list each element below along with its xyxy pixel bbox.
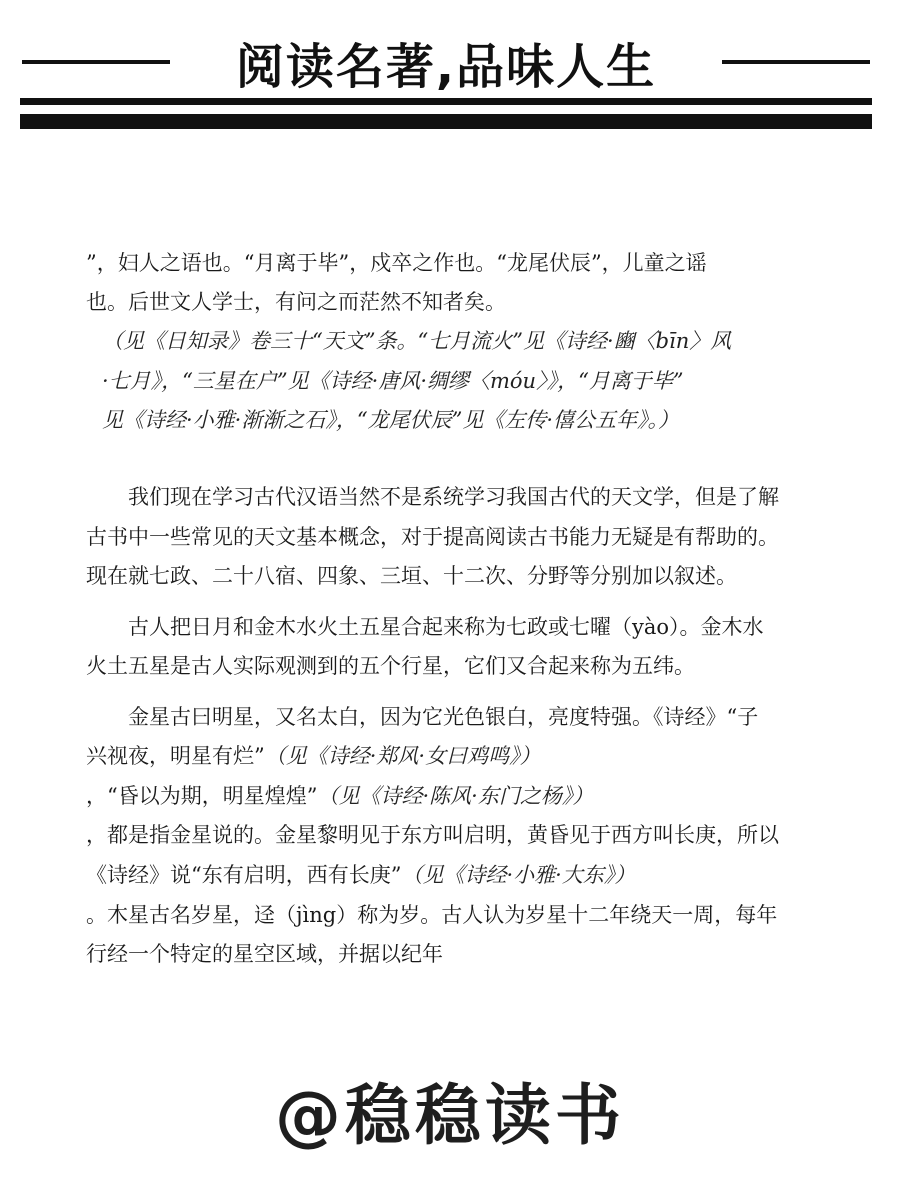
text-line: [86, 860, 818, 890]
text-line: [86, 741, 818, 771]
citation-span: （见《诗经·陈风·东门之杨》）: [317, 784, 594, 808]
text-line: 火土五星是古人实际观测到的五个行星，它们又合起来称为五纬。: [86, 654, 695, 678]
author-watermark: @稳稳读书: [275, 1077, 625, 1154]
citation-line: ·七月》，“三星在户”见《诗经·唐风·绸缪〈móu〉》，“月离于毕”: [102, 369, 684, 393]
text-line: 行经一个特定的星空区域，并据以纪年: [86, 942, 443, 966]
text-line: 金星古曰明星，又名太白，因为它光色银白，亮度特强。《诗经》“子: [86, 705, 759, 729]
header-rule-right: [722, 60, 870, 64]
text-span: 兴视夜，明星有烂”: [86, 744, 265, 768]
citation-line: 见《诗经·小雅·渐渐之石》，“龙尾伏辰”见《左传·僖公五年》。）: [102, 408, 679, 432]
text-span: 《诗经》说“东有启明，西有长庚”: [86, 863, 402, 887]
header-band-thick: [20, 114, 872, 129]
text-line: [86, 781, 818, 811]
citation-span: （见《诗经·小雅·大东》）: [401, 863, 636, 887]
text-line: 古书中一些常见的天文基本概念，对于提高阅读古书能力无疑是有帮助的。: [86, 525, 779, 549]
text-line: 也。后世文人学士，有问之而茫然不知者矣。: [86, 290, 506, 314]
text-line: 现在就七政、二十八宿、四象、三垣、十二次、分野等分别加以叙述。: [86, 564, 737, 588]
page-title: 阅读名著,品味人生: [235, 39, 657, 95]
header-rule-left: [22, 60, 170, 64]
text-line: ”，妇人之语也。“月离于毕”，戍卒之作也。“龙尾伏辰”，儿童之谣: [86, 251, 707, 275]
page-header: [0, 0, 900, 140]
text-line: 我们现在学习古代汉语当然不是系统学习我国古代的天文学，但是了解: [86, 485, 779, 509]
header-band-thin: [20, 98, 872, 105]
text-line: ，都是指金星说的。金星黎明见于东方叫启明，黄昏见于西方叫长庚，所以: [86, 823, 779, 847]
text-line: 古人把日月和金木水火土五星合起来称为七政或七曜（yào）。金木水: [86, 615, 764, 639]
text-span: ，“昏以为期，明星煌煌”: [86, 784, 318, 808]
citation-span: （见《诗经·郑风·女曰鸡鸣》）: [264, 744, 541, 768]
text-line: 。木星古名岁星，迳（jìng）称为岁。古人认为岁星十二年绕天一周，每年: [86, 903, 778, 927]
citation-line: （见《日知录》卷三十“天文”条。“七月流火”见《诗经·豳〈bīn〉风: [102, 329, 732, 353]
